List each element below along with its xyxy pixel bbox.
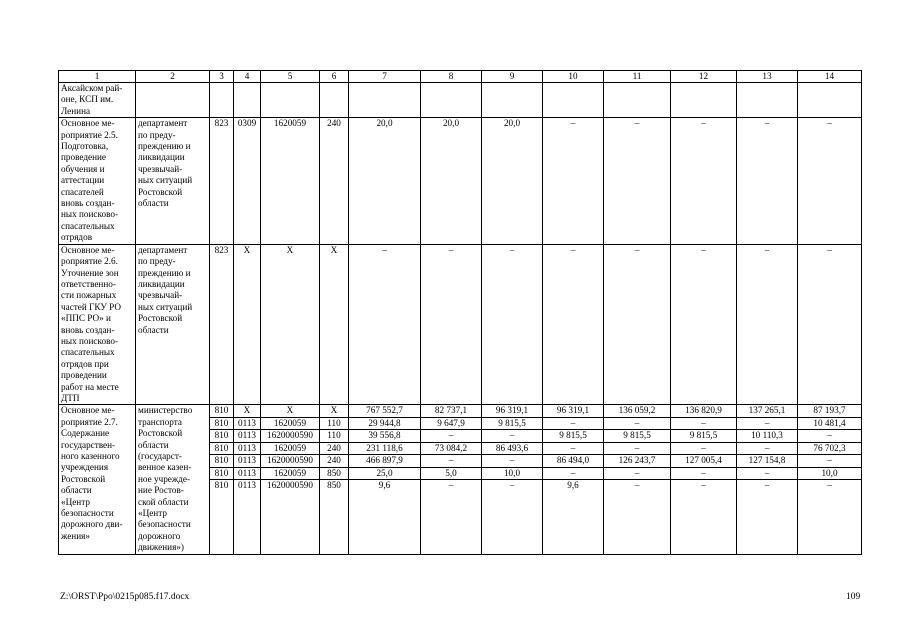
column-header-12: 12 — [671, 71, 737, 83]
value-cell: – — [798, 118, 862, 244]
sub-value: 1620000590 — [261, 430, 319, 443]
executor-cell-line: Ростовской — [138, 428, 183, 439]
sub-value: – — [737, 417, 797, 430]
sub-value: 850 — [320, 467, 348, 480]
sub-value: 9 815,5 — [543, 430, 603, 443]
sub-value: – — [543, 417, 603, 430]
sub-value: 136 059,2 — [604, 405, 670, 417]
measure-name-cell — [59, 244, 136, 405]
sub-value: 110 — [320, 417, 348, 430]
table-body — [59, 83, 862, 555]
sub-value: – — [482, 430, 542, 443]
footer-page-number: 109 — [846, 592, 861, 602]
sub-value: 1620059 — [261, 417, 319, 430]
column-header-7: 7 — [349, 71, 421, 83]
value-cell: 20,0 — [349, 118, 421, 244]
sub-value: 5,0 — [421, 467, 481, 480]
measure-name-cell-line: Содержание — [61, 428, 110, 439]
sub-value: – — [634, 480, 640, 491]
executor-cell-line: дорожного — [138, 530, 181, 541]
value-cell — [482, 83, 543, 118]
sub-value: 9 647,9 — [421, 417, 481, 430]
executor-cell-line: движения») — [138, 542, 184, 553]
measure-name-cell-line: обучения и — [61, 163, 105, 174]
executor-cell-line: ликвидации — [138, 152, 185, 163]
value-cell: 1620059 — [261, 118, 320, 244]
sub-value-cell — [543, 405, 604, 554]
executor-cell-line: чрезвычай- — [138, 290, 183, 301]
sub-value: 82 737,1 — [421, 405, 481, 417]
column-header-11: 11 — [604, 71, 671, 83]
value-cell: – — [543, 244, 604, 405]
value-cell: 240 — [320, 118, 349, 244]
sub-value: 9,6 — [567, 480, 579, 491]
table-row — [59, 83, 862, 118]
value-cell: – — [421, 244, 482, 405]
value-cell — [261, 83, 320, 118]
sub-value: 10 110,3 — [737, 430, 797, 443]
sub-value: 10,0 — [482, 467, 542, 480]
value-cell: 20,0 — [421, 118, 482, 244]
sub-value: 767 552,7 — [349, 405, 420, 417]
sub-value: 76 702,3 — [798, 442, 861, 455]
value-cell — [543, 83, 604, 118]
value-cell: Х — [261, 244, 320, 405]
table-row — [59, 244, 862, 405]
sub-value: 9,6 — [378, 480, 391, 491]
sub-value: – — [604, 442, 670, 455]
executor-cell-line: ской области — [138, 496, 189, 507]
sub-value: – — [671, 417, 736, 430]
table-row — [59, 405, 862, 554]
executor-cell-line: области — [138, 198, 169, 209]
sub-value: – — [671, 467, 736, 480]
sub-value: – — [737, 467, 797, 480]
sub-value: 0113 — [234, 442, 260, 455]
measure-name-cell-line: сти пожарных — [61, 290, 117, 301]
executor-cell — [136, 118, 210, 244]
sub-value: 850 — [327, 480, 341, 491]
executor-cell-line: области — [138, 439, 169, 450]
sub-value-cell — [261, 405, 320, 554]
sub-value: – — [827, 480, 832, 491]
measure-name-cell-line: частей ГКУ РО — [61, 301, 121, 312]
sub-value-cell — [798, 405, 862, 554]
executor-cell-line: Ростовской — [138, 186, 183, 197]
measure-name-cell-line: ДТП — [61, 392, 80, 403]
sub-value: 1620000590 — [261, 455, 319, 468]
sub-value: 39 556,8 — [349, 430, 420, 443]
sub-value: – — [482, 455, 542, 468]
executor-cell-line: Ростовской — [138, 313, 183, 324]
table-header — [59, 71, 862, 83]
sub-value: 86 494,0 — [543, 455, 603, 468]
executor-cell-line: ных ситуаций — [138, 175, 193, 186]
executor-cell — [136, 83, 210, 118]
sub-value: 96 319,1 — [482, 405, 542, 417]
executor-cell-line: чрезвычай- — [138, 163, 183, 174]
sub-value: 96 319,1 — [543, 405, 603, 417]
measure-name-cell — [59, 83, 136, 118]
sub-value: 810 — [210, 442, 233, 455]
sub-value: 810 — [210, 405, 233, 417]
sub-value: 810 — [214, 480, 229, 491]
value-cell — [604, 83, 671, 118]
executor-cell-line: по преду- — [138, 129, 176, 140]
measure-name-cell-line: «Центр — [61, 496, 90, 507]
sub-value: Х — [261, 405, 319, 417]
measure-name-cell-line: отрядов — [61, 232, 93, 243]
measure-name-cell-line: учреждения — [61, 462, 109, 473]
sub-value: 466 897,9 — [349, 455, 420, 468]
measure-name-cell-line: Ленина — [61, 105, 91, 116]
sub-value: – — [421, 430, 481, 443]
column-header-1: 1 — [59, 71, 136, 83]
sub-value: 0113 — [234, 417, 260, 430]
value-cell: – — [671, 118, 737, 244]
sub-value-cell — [737, 405, 798, 554]
sub-value: 9 815,5 — [671, 430, 736, 443]
sub-value: 25,0 — [349, 467, 420, 480]
executor-cell-line: безопасности — [138, 519, 191, 530]
sub-value: 110 — [320, 430, 348, 443]
sub-value: 9 815,5 — [604, 430, 670, 443]
column-header-3: 3 — [210, 71, 234, 83]
executor-cell-line: ное учрежде- — [138, 473, 191, 484]
column-header-6: 6 — [320, 71, 349, 83]
value-cell — [234, 83, 261, 118]
sub-value: Х — [234, 405, 260, 417]
sub-value-cell — [349, 405, 421, 554]
sub-value-cell — [210, 405, 234, 554]
measure-name-cell-line: вновь создан- — [61, 198, 115, 209]
column-header-2: 2 — [136, 71, 210, 83]
sub-value: – — [798, 430, 861, 443]
measure-name-cell-line: спасательных — [61, 347, 115, 358]
sub-value: 1620059 — [261, 467, 319, 480]
measure-name-cell-line: Ростовской — [61, 473, 106, 484]
value-cell — [349, 83, 421, 118]
executor-cell-line: области — [138, 324, 169, 335]
sub-value: – — [543, 442, 603, 455]
measure-name-cell-line: Основное ме- — [61, 118, 115, 129]
sub-value: 87 193,7 — [798, 405, 861, 417]
value-cell — [421, 83, 482, 118]
measure-name-cell-line: области — [61, 485, 92, 496]
value-cell: – — [737, 118, 798, 244]
column-header-4: 4 — [234, 71, 261, 83]
sub-value: 136 820,9 — [671, 405, 736, 417]
budget-table — [58, 70, 862, 555]
executor-cell-line: преждению и — [138, 267, 191, 278]
value-cell — [320, 83, 349, 118]
measure-name-cell-line: дорожного дви- — [61, 519, 123, 530]
sub-value: – — [737, 442, 797, 455]
executor-cell-line: венное казен- — [138, 462, 192, 473]
measure-name-cell-line: проведение — [61, 152, 107, 163]
sub-value: – — [701, 480, 706, 491]
executor-cell-line: «Центр — [138, 508, 167, 519]
sub-value-cell — [234, 405, 261, 554]
sub-value: – — [509, 480, 515, 491]
sub-value: 810 — [210, 430, 233, 443]
column-header-13: 13 — [737, 71, 798, 83]
sub-value-cell — [604, 405, 671, 554]
executor-cell-line: по преду- — [138, 256, 176, 267]
sub-value: 127 005,4 — [671, 455, 736, 468]
value-cell: – — [671, 244, 737, 405]
measure-name-cell-line: Основное ме- — [61, 244, 115, 255]
measure-name-cell — [59, 405, 136, 554]
column-header-5: 5 — [261, 71, 320, 83]
sub-value: 9 815,5 — [482, 417, 542, 430]
sub-value: – — [421, 455, 481, 468]
measure-name-cell-line: «ППС РО» и — [61, 313, 111, 324]
sub-value: 1620059 — [261, 442, 319, 455]
sub-value: – — [798, 455, 861, 468]
measure-name-cell-line: роприятие 2.5. — [61, 129, 118, 140]
sub-value: 29 944,8 — [349, 417, 420, 430]
table-row — [59, 118, 862, 244]
sub-value: – — [604, 467, 670, 480]
value-cell: – — [798, 244, 862, 405]
sub-value: 0113 — [237, 480, 257, 491]
measure-name-cell-line: Аксайском рай- — [61, 83, 123, 93]
measure-name-cell-line: Уточнение зон — [61, 267, 119, 278]
sub-value: 1620000590 — [267, 480, 313, 491]
measure-name-cell-line: спасателей — [61, 186, 104, 197]
measure-name-cell-line: ного казенного — [61, 451, 120, 461]
sub-value: 0113 — [234, 455, 260, 468]
sub-value: – — [671, 442, 736, 455]
sub-value: Х — [320, 405, 348, 417]
sub-value: 86 493,6 — [482, 442, 542, 455]
value-cell — [737, 83, 798, 118]
executor-cell — [136, 244, 210, 405]
value-cell: 823 — [210, 244, 234, 405]
value-cell: Х — [320, 244, 349, 405]
column-header-14: 14 — [798, 71, 862, 83]
sub-value: 231 118,6 — [349, 442, 420, 455]
executor-cell-line: министерство — [138, 405, 193, 416]
value-cell — [210, 83, 234, 118]
value-cell: 0309 — [234, 118, 261, 244]
sub-value: 127 154,8 — [737, 455, 797, 468]
sub-value: 240 — [320, 455, 348, 468]
value-cell — [798, 83, 862, 118]
sub-value: 810 — [210, 417, 233, 430]
sub-value: – — [764, 480, 770, 491]
value-cell: 823 — [210, 118, 234, 244]
footer-file-path: Z:\ORST\Ppo\0215p085.f17.docx — [60, 592, 190, 602]
executor-cell-line: ликвидации — [138, 278, 185, 289]
measure-name-cell-line: ных поисково- — [61, 335, 119, 346]
sub-value: 137 265,1 — [737, 405, 797, 417]
executor-cell-line: ных ситуаций — [138, 301, 193, 312]
sub-value: – — [543, 467, 603, 480]
sub-value: 810 — [210, 455, 233, 468]
column-header-8: 8 — [421, 71, 482, 83]
value-cell: – — [349, 244, 421, 405]
executor-cell-line: ние Ростов- — [138, 485, 184, 496]
measure-name-cell-line: жения» — [61, 530, 90, 541]
measure-name-cell-line: ответственно- — [61, 278, 116, 289]
value-cell: – — [737, 244, 798, 405]
sub-value-cell — [320, 405, 349, 554]
measure-name-cell-line: аттестации — [61, 175, 105, 186]
measure-name-cell-line: роприятие 2.7. — [61, 416, 118, 427]
sub-value: 10 481,4 — [798, 417, 861, 430]
measure-name-cell-line: вновь создан- — [61, 324, 115, 335]
value-cell: 20,0 — [482, 118, 543, 244]
measure-name-cell-line: проведении — [61, 370, 107, 381]
measure-name-cell-line: оне, КСП им. — [61, 94, 114, 105]
sub-value: 0113 — [234, 467, 260, 480]
executor-cell-line: департамент — [138, 118, 188, 129]
measure-name-cell-line: ных поисково- — [61, 209, 119, 220]
sub-value-cell — [421, 405, 482, 554]
sub-value: 0113 — [234, 430, 260, 443]
column-header-10: 10 — [543, 71, 604, 83]
column-header-9: 9 — [482, 71, 543, 83]
value-cell: Х — [234, 244, 261, 405]
measure-name-cell-line: спасательных — [61, 220, 115, 231]
value-cell — [671, 83, 737, 118]
sub-value: 810 — [210, 467, 233, 480]
measure-name-cell — [59, 118, 136, 244]
sub-value: 126 243,7 — [604, 455, 670, 468]
value-cell: – — [604, 244, 671, 405]
executor-cell-line: преждению и — [138, 141, 191, 152]
sub-value: 73 084,2 — [421, 442, 481, 455]
measure-name-cell-line: роприятие 2.6. — [61, 256, 118, 267]
executor-cell — [136, 405, 210, 554]
sub-value: 10,0 — [798, 467, 861, 480]
sub-value-cell — [671, 405, 737, 554]
executor-cell-line: департамент — [138, 244, 188, 255]
sub-value: – — [604, 417, 670, 430]
measure-name-cell-line: государствен- — [61, 439, 116, 450]
value-cell: – — [543, 118, 604, 244]
value-cell: – — [482, 244, 543, 405]
measure-name-cell-line: Основное ме- — [61, 405, 115, 416]
measure-name-cell-line: Подготовка, — [61, 141, 109, 152]
measure-name-cell-line: безопасности — [61, 508, 114, 519]
sub-value-cell — [482, 405, 543, 554]
sub-value: – — [448, 480, 454, 491]
executor-cell-line: (государст- — [138, 451, 182, 461]
measure-name-cell-line: работ на месте — [61, 381, 119, 392]
measure-name-cell-line: отрядов при — [61, 358, 109, 369]
sub-value: 240 — [320, 442, 348, 455]
executor-cell-line: транспорта — [138, 416, 182, 427]
value-cell: – — [604, 118, 671, 244]
